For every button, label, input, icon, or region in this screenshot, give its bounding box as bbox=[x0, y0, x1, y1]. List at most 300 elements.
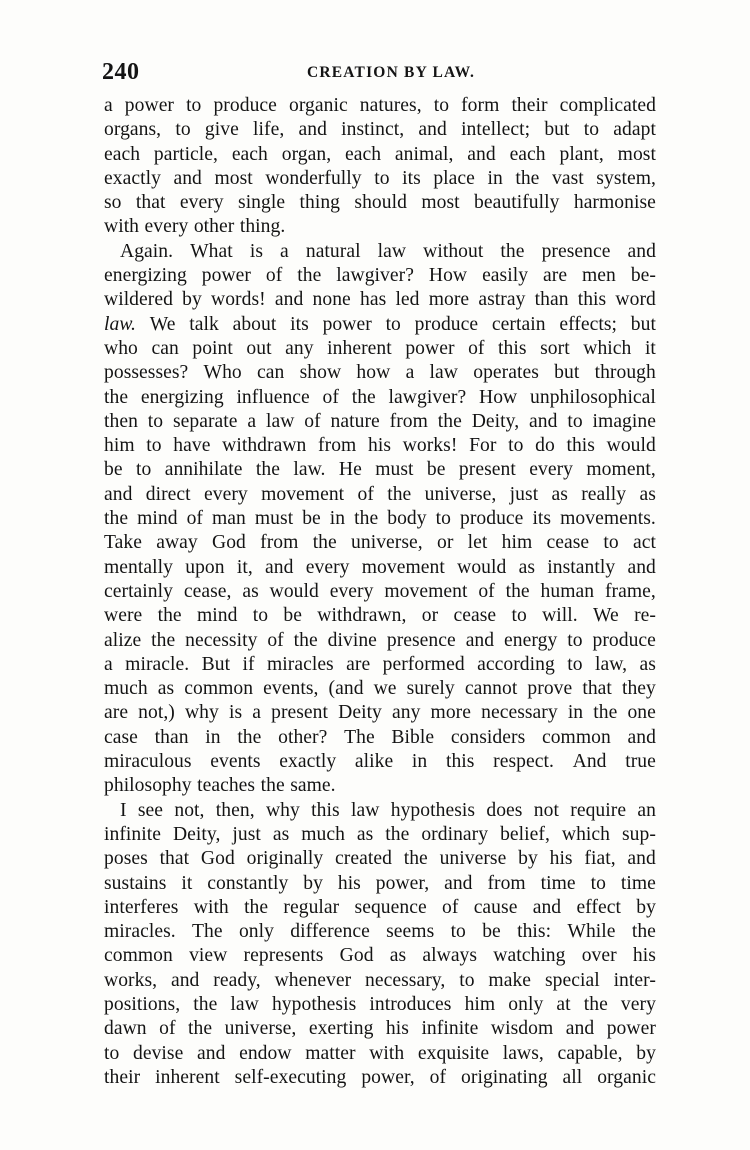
word: whenever bbox=[274, 969, 352, 991]
word: and bbox=[173, 167, 202, 189]
word: power bbox=[322, 313, 372, 335]
word: unphilosophical bbox=[530, 386, 656, 408]
word: require bbox=[570, 799, 627, 821]
page-header bbox=[100, 58, 658, 88]
word: operates bbox=[473, 362, 539, 384]
word: respect. bbox=[493, 751, 554, 773]
word: by bbox=[303, 872, 323, 894]
word: the bbox=[255, 459, 280, 481]
word: works, bbox=[104, 969, 158, 991]
word: dawn bbox=[104, 1018, 147, 1040]
word: just bbox=[232, 823, 261, 845]
word: more bbox=[430, 702, 472, 724]
word: law. bbox=[104, 313, 136, 335]
word: events, bbox=[263, 678, 319, 700]
word: the bbox=[188, 1018, 213, 1040]
word: wildered bbox=[104, 289, 173, 311]
word: alike bbox=[354, 751, 394, 773]
word: other? bbox=[278, 726, 328, 748]
word: originating bbox=[461, 1066, 548, 1088]
text-line bbox=[104, 823, 656, 847]
word: to bbox=[459, 969, 475, 991]
word: movements. bbox=[560, 508, 656, 530]
word: adapt bbox=[613, 119, 656, 141]
word: ordinary bbox=[421, 823, 489, 845]
word: to bbox=[435, 508, 451, 530]
word: and bbox=[298, 119, 327, 141]
word: this bbox=[566, 435, 595, 457]
word: give bbox=[204, 119, 239, 141]
word: be bbox=[283, 605, 302, 627]
word: withdrawn, bbox=[317, 605, 407, 627]
word: are bbox=[543, 265, 568, 287]
word: time bbox=[540, 872, 576, 894]
word: of bbox=[265, 265, 283, 287]
word: Take bbox=[104, 532, 142, 554]
word: but bbox=[554, 362, 580, 384]
text-line bbox=[104, 264, 656, 288]
word: a bbox=[104, 95, 113, 116]
word: movement bbox=[361, 556, 445, 578]
body-text bbox=[104, 94, 656, 1090]
word: harmonise bbox=[573, 192, 656, 214]
word: talk bbox=[189, 313, 219, 335]
word: produce bbox=[414, 313, 479, 335]
word: man bbox=[212, 508, 246, 530]
word: their bbox=[511, 95, 548, 116]
word: positions, bbox=[104, 993, 181, 1015]
word: not, bbox=[174, 799, 205, 821]
word: organ, bbox=[281, 143, 332, 165]
word: ready, bbox=[213, 969, 261, 991]
word: to bbox=[603, 532, 619, 554]
word: nature bbox=[330, 410, 380, 432]
word: organs, bbox=[104, 119, 162, 141]
word: do bbox=[535, 435, 555, 457]
word: would bbox=[269, 580, 319, 602]
word: produce bbox=[592, 629, 656, 651]
text-line bbox=[104, 750, 656, 774]
word: each bbox=[345, 143, 382, 165]
word: and bbox=[170, 969, 200, 991]
word: most bbox=[214, 167, 253, 189]
word: of bbox=[186, 508, 203, 530]
word: according bbox=[477, 653, 555, 675]
word: How bbox=[428, 265, 468, 287]
word: the bbox=[151, 629, 176, 651]
word: a bbox=[405, 362, 415, 384]
word: and bbox=[274, 289, 304, 311]
word: the bbox=[104, 508, 129, 530]
word: universe bbox=[439, 848, 507, 870]
word: none bbox=[312, 289, 351, 311]
word: every bbox=[203, 483, 248, 505]
word: place bbox=[433, 167, 475, 189]
word: than bbox=[534, 289, 569, 311]
word: But bbox=[201, 653, 231, 675]
word: Again. bbox=[120, 240, 174, 262]
word: act bbox=[632, 532, 656, 554]
text-line bbox=[104, 434, 656, 458]
word: teaches bbox=[197, 775, 256, 797]
word: any bbox=[285, 337, 314, 359]
word: or bbox=[436, 532, 454, 554]
word: animal, bbox=[394, 143, 454, 165]
word: most bbox=[421, 192, 460, 214]
word: power bbox=[606, 1018, 656, 1040]
word: influence bbox=[236, 386, 310, 408]
word: a bbox=[252, 702, 261, 724]
word: see bbox=[137, 799, 164, 821]
word: has bbox=[359, 289, 387, 311]
word: from bbox=[260, 532, 299, 554]
word: an bbox=[637, 799, 656, 821]
word: exactly bbox=[104, 167, 161, 189]
word: single bbox=[238, 192, 286, 214]
word: energy bbox=[504, 629, 558, 651]
word: wisdom bbox=[490, 1018, 554, 1040]
word: body bbox=[387, 508, 427, 530]
word: hypothesis bbox=[390, 799, 476, 821]
word: in bbox=[487, 167, 503, 189]
text-line bbox=[104, 143, 656, 167]
word: to bbox=[385, 313, 401, 335]
word: out bbox=[246, 337, 272, 359]
word: intellect; bbox=[461, 119, 531, 141]
word: led bbox=[395, 289, 420, 311]
text-line bbox=[104, 920, 656, 944]
word: belief, bbox=[500, 823, 550, 845]
word: the bbox=[500, 240, 525, 262]
word: fiat, bbox=[584, 848, 616, 870]
word: matter bbox=[305, 1042, 356, 1064]
text-line bbox=[104, 386, 656, 410]
word: word bbox=[615, 289, 656, 311]
word: the bbox=[583, 993, 608, 1015]
word: exactly bbox=[279, 751, 337, 773]
word: God bbox=[339, 945, 374, 967]
word: much bbox=[301, 823, 345, 845]
text-line bbox=[104, 507, 656, 531]
text-line bbox=[104, 799, 656, 823]
word: the bbox=[387, 483, 412, 505]
word: imagine bbox=[592, 410, 656, 432]
word: organic bbox=[597, 1066, 656, 1088]
word: from bbox=[389, 410, 428, 432]
text-line bbox=[104, 94, 656, 118]
word: miracles. bbox=[104, 921, 176, 943]
word: the bbox=[631, 921, 656, 943]
word: by bbox=[636, 896, 656, 918]
text-line bbox=[104, 531, 656, 555]
word: sup- bbox=[621, 823, 656, 845]
word: very bbox=[620, 993, 656, 1015]
word: in bbox=[329, 508, 346, 530]
word: God bbox=[200, 848, 235, 870]
word: exquisite bbox=[417, 1042, 490, 1064]
word: seems bbox=[386, 921, 435, 943]
word: Who bbox=[203, 362, 242, 384]
word: their bbox=[104, 1066, 141, 1088]
word: The bbox=[192, 921, 223, 943]
word: let bbox=[467, 532, 488, 554]
word: would bbox=[457, 556, 507, 578]
word: and bbox=[627, 240, 656, 262]
text-line bbox=[104, 629, 656, 653]
word: of bbox=[159, 1018, 176, 1040]
word: with bbox=[193, 896, 229, 918]
word: the bbox=[437, 410, 462, 432]
word: miraculous bbox=[104, 751, 192, 773]
word: can bbox=[151, 337, 179, 359]
word: power bbox=[201, 265, 251, 287]
text-line bbox=[104, 580, 656, 604]
word: inter- bbox=[613, 969, 656, 991]
word: its bbox=[402, 167, 421, 189]
word: And bbox=[572, 751, 607, 773]
text-line bbox=[104, 993, 656, 1017]
word: human bbox=[540, 580, 595, 602]
word: watching bbox=[493, 945, 566, 967]
word: common bbox=[104, 945, 173, 967]
word: why bbox=[184, 702, 219, 724]
word: a bbox=[280, 240, 289, 262]
word: words! bbox=[211, 289, 266, 311]
word: the bbox=[237, 726, 262, 748]
word: is bbox=[249, 240, 263, 262]
word: power, bbox=[361, 1066, 415, 1088]
text-line bbox=[104, 896, 656, 920]
word: separate bbox=[172, 410, 238, 432]
word: so bbox=[104, 192, 122, 214]
word: only bbox=[238, 921, 274, 943]
word: would bbox=[606, 435, 656, 457]
word: and bbox=[444, 872, 473, 894]
word: law bbox=[429, 362, 458, 384]
word: this bbox=[577, 289, 607, 311]
word: to bbox=[175, 119, 191, 141]
word: be bbox=[482, 921, 501, 943]
word: necessary bbox=[481, 702, 558, 724]
word: withdrawn bbox=[222, 435, 307, 457]
text-line bbox=[104, 701, 656, 725]
word: miracles bbox=[266, 653, 334, 675]
word: We bbox=[593, 605, 619, 627]
word: we bbox=[373, 678, 397, 700]
word: his bbox=[337, 872, 361, 894]
word: to bbox=[583, 119, 600, 141]
word: originally bbox=[246, 848, 324, 870]
word: each bbox=[104, 143, 141, 165]
word: cease bbox=[546, 532, 590, 554]
word: Bible bbox=[391, 726, 435, 748]
word: and bbox=[627, 726, 656, 748]
word: his bbox=[385, 1018, 409, 1040]
word: of bbox=[468, 337, 485, 359]
word: cease bbox=[453, 605, 497, 627]
word: not bbox=[533, 799, 559, 821]
word: the bbox=[157, 605, 182, 627]
word: have bbox=[173, 435, 211, 457]
word: law bbox=[377, 240, 407, 262]
text-line bbox=[104, 167, 656, 191]
word: and bbox=[467, 143, 496, 165]
word: be bbox=[104, 459, 123, 481]
word: as bbox=[389, 945, 407, 967]
word: as bbox=[639, 653, 656, 675]
word: sequence bbox=[354, 896, 427, 918]
word: to bbox=[252, 605, 269, 627]
word: astray bbox=[478, 289, 526, 311]
word: re- bbox=[634, 605, 656, 627]
word: and bbox=[627, 848, 656, 870]
word: present bbox=[271, 702, 329, 724]
word: away bbox=[156, 532, 198, 554]
word: inherent bbox=[327, 337, 392, 359]
word: divine bbox=[327, 629, 377, 651]
word: considers bbox=[450, 726, 526, 748]
word: to bbox=[508, 435, 524, 457]
word: wonderfully bbox=[265, 167, 362, 189]
word: its bbox=[532, 508, 552, 530]
word: that bbox=[159, 848, 190, 870]
word: to bbox=[511, 605, 527, 627]
word: universe, bbox=[424, 483, 497, 505]
word: him bbox=[501, 532, 533, 554]
page-number: 240 bbox=[102, 59, 140, 85]
word: of bbox=[429, 1066, 447, 1088]
word: the bbox=[193, 993, 218, 1015]
word: must bbox=[375, 459, 414, 481]
word: and bbox=[196, 1042, 226, 1064]
word: vast bbox=[551, 167, 584, 189]
word: philosophy bbox=[104, 775, 192, 797]
text-line bbox=[104, 774, 656, 798]
word: make bbox=[488, 969, 532, 991]
word: if bbox=[242, 653, 255, 675]
word: works! bbox=[402, 435, 458, 457]
word: the bbox=[244, 896, 269, 918]
word: mentally bbox=[104, 556, 173, 578]
word: direct bbox=[145, 483, 191, 505]
word: a bbox=[104, 653, 113, 675]
word: life, bbox=[253, 119, 285, 141]
word: how bbox=[356, 362, 391, 384]
word: natures, bbox=[359, 95, 422, 116]
word: hypothesis bbox=[271, 993, 357, 1015]
word: are bbox=[104, 702, 129, 724]
word: annihilate bbox=[164, 459, 243, 481]
word: certain bbox=[491, 313, 546, 335]
word: be- bbox=[630, 265, 656, 287]
text-line bbox=[104, 556, 656, 580]
text-line bbox=[104, 847, 656, 871]
word: instinct, bbox=[341, 119, 405, 141]
word: as bbox=[639, 483, 656, 505]
word: to bbox=[567, 410, 583, 432]
word: beautifully bbox=[474, 192, 560, 214]
word: to bbox=[450, 921, 466, 943]
word: other bbox=[193, 216, 235, 238]
word: point bbox=[192, 337, 233, 359]
word: and bbox=[565, 1018, 595, 1040]
word: by bbox=[636, 1042, 656, 1064]
word: frame, bbox=[604, 580, 656, 602]
word: For bbox=[469, 435, 497, 457]
word: and bbox=[465, 629, 495, 651]
word: plant, bbox=[559, 143, 604, 165]
word: why bbox=[265, 799, 300, 821]
word: the bbox=[312, 532, 337, 554]
word: form bbox=[461, 95, 500, 116]
word: does bbox=[486, 799, 523, 821]
word: case bbox=[104, 726, 138, 748]
text-line bbox=[104, 215, 656, 239]
word: his bbox=[368, 435, 392, 457]
word: miracle. bbox=[125, 653, 190, 675]
word: introduces bbox=[369, 993, 452, 1015]
word: but bbox=[544, 119, 570, 141]
word: through bbox=[594, 362, 656, 384]
word: and bbox=[529, 410, 558, 432]
text-line bbox=[104, 483, 656, 507]
word: as bbox=[157, 678, 175, 700]
word: much bbox=[104, 678, 148, 700]
text-line bbox=[104, 240, 656, 264]
word: it bbox=[181, 872, 193, 894]
word: thing bbox=[299, 192, 341, 214]
word: cannot bbox=[464, 678, 518, 700]
word: poses bbox=[104, 848, 148, 870]
word: surely bbox=[406, 678, 455, 700]
word: most bbox=[617, 143, 656, 165]
word: same. bbox=[290, 775, 336, 797]
word: Deity, bbox=[172, 823, 221, 845]
word: then bbox=[104, 410, 138, 432]
word: this: bbox=[517, 921, 552, 943]
word: that bbox=[582, 678, 612, 700]
word: will. bbox=[542, 605, 578, 627]
word: law, bbox=[594, 653, 628, 675]
word: mind bbox=[137, 508, 178, 530]
word: all bbox=[562, 1066, 583, 1088]
word: Deity, bbox=[471, 410, 520, 432]
word: are bbox=[346, 653, 371, 675]
word: How bbox=[479, 386, 518, 408]
word: to bbox=[104, 1042, 120, 1064]
word: regular bbox=[283, 896, 340, 918]
word: thing. bbox=[239, 216, 286, 238]
word: He bbox=[338, 459, 362, 481]
word: to bbox=[567, 629, 583, 651]
word: should bbox=[354, 192, 407, 214]
word: movement bbox=[384, 580, 468, 602]
word: produce bbox=[459, 508, 524, 530]
word: exerting bbox=[308, 1018, 374, 1040]
word: inherent bbox=[155, 1066, 220, 1088]
word: and bbox=[104, 483, 133, 505]
word: I bbox=[120, 799, 127, 821]
text-line bbox=[104, 677, 656, 701]
word: complicated bbox=[559, 95, 656, 116]
word: the bbox=[403, 848, 428, 870]
text-line bbox=[104, 410, 656, 434]
word: in bbox=[567, 702, 584, 724]
word: law bbox=[350, 799, 380, 821]
word: his bbox=[549, 848, 573, 870]
word: upon bbox=[185, 556, 225, 578]
word: the bbox=[104, 386, 129, 408]
